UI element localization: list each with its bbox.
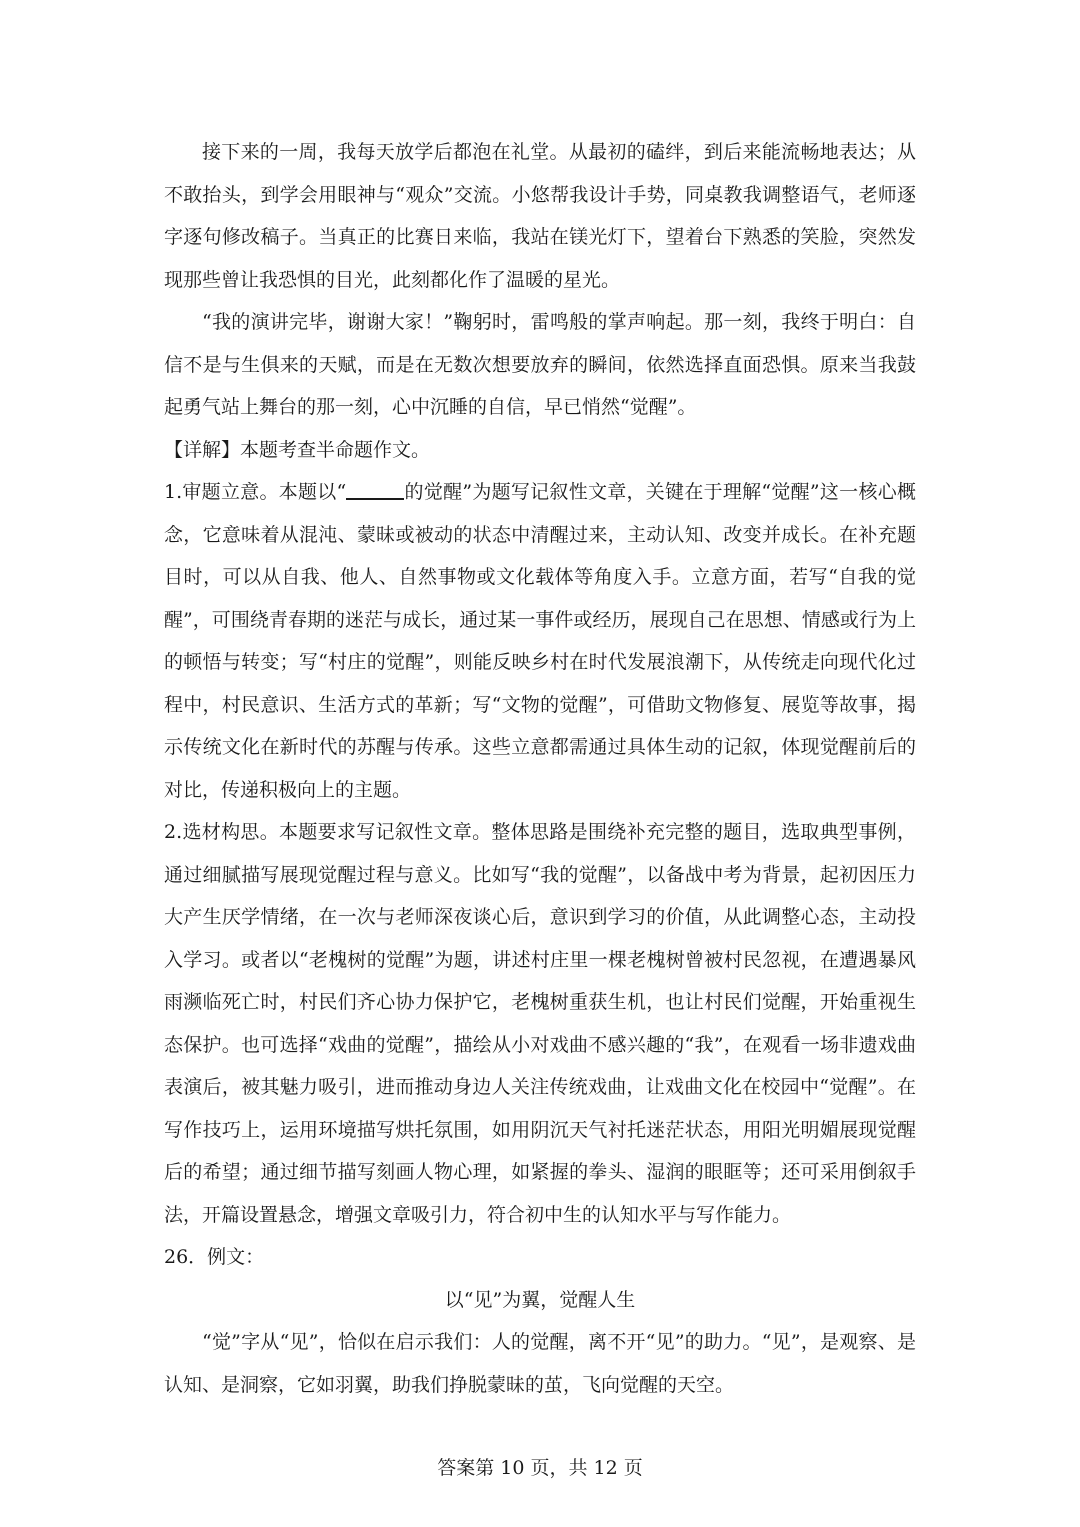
- document-body: [164, 131, 916, 1406]
- page-footer: 答案第 10 页，共 12 页: [437, 1457, 643, 1479]
- essay-paragraph-1: “觉”字从“见”，恰似在启示我们：人的觉醒，离不开“见”的助力。“见”，是观察、是认知、是洞察，它如羽翼，助我们挣脱蒙昧的茧，飞向觉醒的天空。: [164, 1331, 916, 1396]
- narrative-paragraph-1: 接下来的一周，我每天放学后都泡在礼堂。从最初的磕绊，到后来能流畅地表达；从不敢抬头，到学会用眼神与“观众”交流。小悠帮我设计手势，同桌教我调整语气，老师逐字逐句修改稿子。当真正的比赛日来临，我站在镁光灯下，望着台下熟悉的笑脸，突然发现那些曾让我恐惧的目光，此刻都化作了温暖的星光。: [164, 141, 916, 291]
- fill-in-blank: [346, 478, 404, 500]
- analysis-point-1-body: 的觉醒”为题写记叙性文章，关键在于理解“觉醒”这一核心概念，它意味着从混沌、蒙昧或被动的状态中清醒过来，主动认知、改变并成长。在补充题目时，可以从自我、他人、自然事物或文化载体等角度入手。立意方面，若写“自我的觉醒”，可围绕青春期的迷茫与成长，通过某一事件或经历，展现自己在思想、情感或行为上的顿悟与转变；写“村庄的觉醒”，则能反映乡村在时代发展浪潮下，从传统走向现代化过程中，村民意识、生活方式的革新；写“文物的觉醒”，可借助文物修复、展览等故事，揭示传统文化在新时代的苏醒与传承。这些立意都需通过具体生动的记叙，体现觉醒前后的对比，传递积极向上的主题。: [164, 481, 916, 801]
- analysis-point-1: [164, 471, 916, 811]
- analysis-point-1-lead: 1.审题立意。本题以“: [164, 481, 347, 503]
- explanation-heading: 【详解】本题考查半命题作文。: [164, 438, 431, 461]
- essay-title: 以“见”为翼，觉醒人生: [444, 1288, 636, 1311]
- analysis-point-2: 2.选材构思。本题要求写记叙性文章。整体思路是围绕补充完整的题目，选取典型事例，通过细腻描写展现觉醒过程与意义。比如写“我的觉醒”，以备战中考为背景，起初因压力大产生厌学情绪，在一次与老师深夜谈心后，意识到学习的价值，从此调整心态，主动投入学习。或者以“老槐树的觉醒”为题，讲述村庄里一棵老槐树曾被村民忽视，在遭遇暴风雨濒临死亡时，村民们齐心协力保护它，老槐树重获生机，也让村民们觉醒，开始重视生态保护。也可选择“戏曲的觉醒”，描绘从小对戏曲不感兴趣的“我”，在观看一场非遗戏曲表演后，被其魅力吸引，进而推动身边人关注传统戏曲，让戏曲文化在校园中“觉醒”。在写作技巧上，运用环境描写烘托氛围，如用阴沉天气衬托迷茫状态，用阳光明媚展现觉醒后的希望；通过细节描写刻画人物心理，如紧握的拳头、湿润的眼眶等；还可采用倒叙手法，开篇设置悬念，增强文章吸引力，符合初中生的认知水平与写作能力。: [164, 821, 916, 1226]
- question-26-label: 26．例文：: [164, 1246, 265, 1268]
- narrative-paragraph-2: “我的演讲完毕，谢谢大家！”鞠躬时，雷鸣般的掌声响起。那一刻，我终于明白：自信不是与生俱来的天赋，而是在无数次想要放弃的瞬间，依然选择直面恐惧。原来当我鼓起勇气站上舞台的那一刻，心中沉睡的自信，早已悄然“觉醒”。: [164, 311, 916, 418]
